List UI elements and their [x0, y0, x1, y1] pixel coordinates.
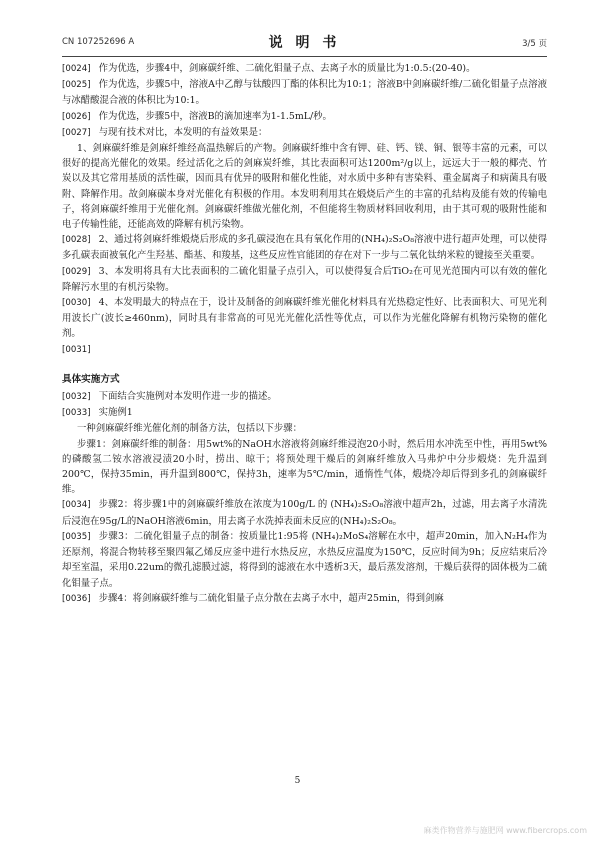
paragraph — [62, 405, 547, 421]
paragraph-text: 实施例1 — [98, 407, 133, 419]
paragraph-text: 步骤2：将步骤1中的剑麻碳纤维放在浓度为100g/L 的 (NH₄)₂S₂O₈溶液中超声2h，过滤，用去离子水清洗后浸泡在95g/L的NaOH溶液6min，用去离子水洗掉表面未反应的(NH₄)₂S₂O₈。 — [62, 499, 547, 527]
paragraph — [62, 295, 547, 342]
paragraph — [62, 61, 547, 77]
paragraph-tag: [0029] — [62, 266, 91, 277]
paragraph-tag: [0027] — [62, 127, 91, 138]
paragraph-text: 与现有技术对比，本发明的有益效果是： — [98, 126, 268, 138]
page-count: 3/5 页 — [522, 39, 547, 49]
paragraph-tag: [0026] — [62, 111, 91, 122]
paragraph-tag: [0030] — [62, 298, 91, 309]
paragraph-text: 1、剑麻碳纤维是剑麻纤维经高温热解后的产物。剑麻碳纤维中含有钾、硅、钙、镁、铜、银等丰富的元素，可以很好的提高光催化的效果。经过活化之后的剑麻炭纤维，其比表面积可达1200m²/g以上，远远大于一般的椰壳、竹炭以及其它常用基质的活性碳，因而具有优异的吸附和催化性能，对水质中多种有害染料、重金属离子和病菌具有吸附、降解作用。故剑麻碳本身对光催化有积极的作用。本发明利用其在煅烧后产生的丰富的孔结构及能有效的传输电子，将剑麻碳纤维用于光催化剂。剑麻碳纤维做光催化剂，不但能将生物质材料回收利用，由于其可观的吸附性能和电子传输性能，还能高效的降解有机污染物。 — [62, 143, 547, 231]
paragraph-text: 3、本发明将具有大比表面积的二硫化钼量子点引入，可以使得复合后TiO₂在可见光范围内可以有效的催化降解污水里的有机污染物。 — [62, 265, 547, 293]
page-number: 5 — [294, 776, 301, 786]
paragraph — [62, 77, 547, 108]
paragraph — [62, 497, 547, 528]
header-rule — [62, 56, 547, 57]
paragraph — [62, 125, 547, 141]
paragraph-text: 步骤4：将剑麻碳纤维与二硫化钼量子点分散在去离子水中，超声25min，得到剑麻 — [98, 592, 444, 604]
paragraph-text: 作为优选，步骤5中，溶液B的滴加速率为1-1.5mL/秒。 — [98, 110, 332, 122]
section-title: 具体实施方式 — [62, 373, 120, 385]
paragraph-tag: [0028] — [62, 235, 91, 246]
paragraph — [62, 437, 547, 498]
paragraph-tag: [0031] — [62, 344, 91, 355]
paragraph — [62, 342, 547, 358]
paragraph — [62, 141, 547, 232]
paragraph — [62, 421, 547, 436]
paragraph-text: 下面结合实施例对本发明作进一步的描述。 — [98, 391, 277, 403]
paragraph-tag: [0034] — [62, 500, 91, 511]
paragraph-tag: [0035] — [62, 531, 91, 542]
paragraph — [62, 232, 547, 263]
paragraph-text: 作为优选，步骤4中，剑麻碳纤维、二硫化钼量子点、去离子水的质量比为1:0.5:(20-40)。 — [98, 63, 476, 74]
paragraph-text: 作为优选，步骤5中，溶液A中乙醇与钛酸四丁酯的体积比为10:1；溶液B中剑麻碳纤维/二硫化钼量子点溶液与冰醋酸混合液的体积比为10:1。 — [62, 79, 547, 107]
paragraph-text: 步骤1：剑麻碳纤维的制备：用5wt%的NaOH水溶液将剑麻纤维浸泡20小时，然后用水冲洗至中性，再用5wt%的磷酸氢二铵水溶液浸渍20小时，捞出、晾干；将预处理干燥后的剑麻纤维放入马弗炉中分步煅烧：先升温到200℃，保持35min，再升温到800℃，保持3h，速率为5℃/min，通惰性气体，煅烧冷却后得到多孔的剑麻碳纤维。 — [62, 438, 547, 496]
watermark: 麻类作物营养与施肥网 www.fibercrops.com — [423, 826, 587, 835]
paragraph-tag: [0033] — [62, 408, 91, 419]
paragraph-text: 一种剑麻碳纤维光催化剂的制备方法，包括以下步骤： — [77, 423, 303, 435]
paragraph — [62, 109, 547, 125]
paragraph — [62, 264, 547, 295]
paragraph-tag: [0032] — [62, 392, 91, 403]
paragraph-text: 4、本发明最大的特点在于，设计及制备的剑麻碳纤维光催化材料具有光热稳定性好、比表面积大、可见光利用波长广(波长≥460nm)，同时具有非常高的可见光光催化活性等优点，可以作为光催化降解有机物污染物的催化剂。 — [62, 297, 547, 340]
paragraph — [62, 591, 547, 607]
paragraph-tag: [0025] — [62, 80, 91, 91]
paragraph — [62, 389, 547, 405]
paragraph-tag: [0036] — [62, 593, 91, 604]
paragraph-text: 步骤3：二硫化钼量子点的制备：按质量比1:95将 (NH₄)₂MoS₄溶解在水中，超声20min，加入N₂H₄作为还原剂，将混合物转移至聚四氟乙烯反应釜中进行水热反应，水热反应温度为150℃，反应时间为9h；反应结束后冷却至室温，采用0.22um的微孔滤膜过滤，将得到的滤液在水中透析3天，最后蒸发溶剂，干燥后获得的固体极为二硫化钼量子点。 — [62, 530, 547, 589]
paragraph — [62, 529, 547, 591]
publication-number: CN 107252696 A — [62, 37, 135, 47]
paragraph-tag: [0024] — [62, 64, 91, 74]
page-header — [62, 33, 547, 53]
paragraph-text: 2、通过将剑麻纤维煅烧后形成的多孔碳浸泡在具有氧化作用的(NH₄)₂S₂O₈溶液中进行超声处理，可以使得多孔碳表面被氧化产生羟基、酯基、和羧基，这些反应性官能团的存在对下一步与二氧化钛纳米粒的键接至关重要。 — [62, 234, 547, 262]
document-title: 说 明 书 — [268, 35, 341, 51]
document-body — [62, 61, 547, 607]
